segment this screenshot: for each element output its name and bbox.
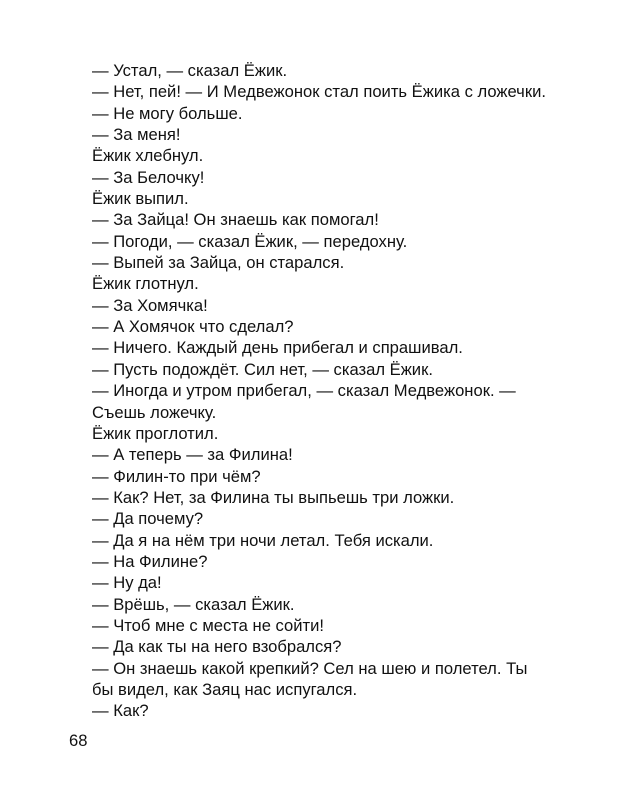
text-line: — Ничего. Каждый день прибегал и спрашивал. [92,338,463,358]
text-line: — Он знаешь какой крепкий? Сел на шею и полетел. Ты [92,658,528,678]
text-line: — Устал, — сказал Ёжик. [92,61,288,80]
text-line: — За Хомячка! [92,295,208,315]
text-line: бы видел, как Заяц нас испугался. [92,679,358,699]
page-text [92,60,602,722]
text-line: — На Филине? [92,551,208,571]
text-line: — Выпей за Зайца, он старался. [92,253,345,273]
text-line: Ёжик хлебнул. [92,146,204,166]
text-line: — За Белочку! [92,167,205,187]
text-line: — Врёшь, — сказал Ёжик. [92,594,295,614]
text-line: — Не могу больше. [92,103,243,123]
text-line: Ёжик выпил. [92,189,189,209]
text-line: — Как? Нет, за Филина ты выпьешь три ложки. [92,487,455,507]
text-line: — Иногда и утром прибегал, — сказал Медвежонок. — [92,381,516,401]
text-line: — Да почему? [92,509,204,529]
text-line: Съешь ложечку. [92,402,217,422]
text-line: — Да я на нём три ночи летал. Тебя искали. [92,530,434,550]
text-line: — Нет, пей! — И Медвежонок стал поить Ёжика с ложечки. [92,82,546,102]
text-line: — Пусть подождёт. Сил нет, — сказал Ёжик. [92,359,433,379]
text-line: — Как? [92,701,149,721]
text-line: — Погоди, — сказал Ёжик, — передохну. [92,231,408,251]
text-line: — За меня! [92,125,181,145]
text-line: — Да как ты на него взобрался? [92,637,342,657]
text-line: Ёжик проглотил. [92,423,219,443]
text-line: — А Хомячок что сделал? [92,317,294,337]
page-number: 68 [69,731,88,750]
text-line: — Филин-то при чём? [92,466,261,486]
text-line: Ёжик глотнул. [92,274,199,294]
text-line: — Чтоб мне с места не сойти! [92,615,324,635]
text-line: — За Зайца! Он знаешь как помогал! [92,210,379,230]
text-line: — А теперь — за Филина! [92,445,293,465]
text-line: — Ну да! [92,573,162,593]
